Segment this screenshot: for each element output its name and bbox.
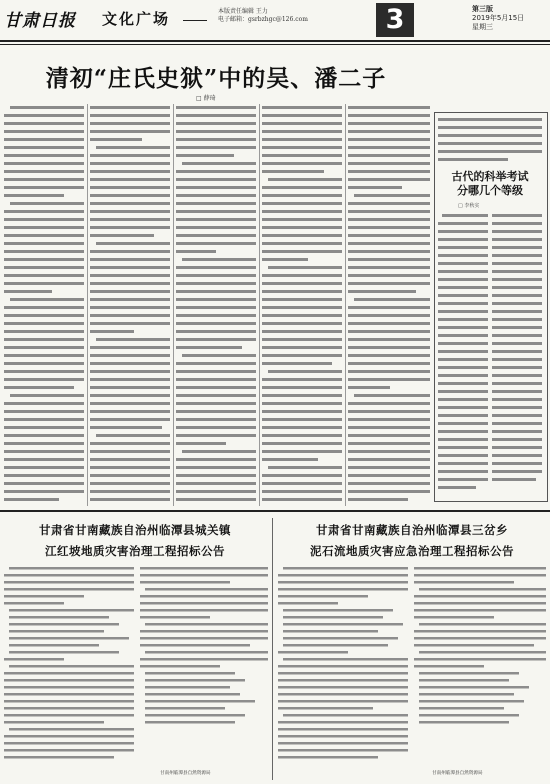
column-divider: [345, 104, 346, 506]
ad-left-title-line2: 江红坡地质灾害治理工程招标公告: [45, 544, 225, 558]
ad-left-title-line1: 甘肃省甘南藏族自治州临潭县城关镇: [39, 523, 231, 537]
article-column-3: [176, 104, 256, 506]
sidebar-byline: □ 李秋实: [458, 203, 480, 209]
article-headline: 清初“庄氏史狱”中的吴、潘二子: [45, 65, 387, 92]
sidebar-top-text: [438, 116, 542, 166]
ad-left-body-col1: [4, 566, 134, 766]
article-byline: □ 薛琦: [196, 95, 216, 102]
sidebar-title: [438, 170, 542, 198]
ad-left-body-col2: [140, 566, 268, 766]
text-lines-col3: [176, 104, 256, 506]
article-column-5: [348, 104, 430, 506]
text-lines-sidebar-2: [492, 212, 542, 496]
ad-right-title-line1: 甘肃省甘南藏族自治州临潭县三岔乡: [316, 523, 508, 537]
article-column-2: [90, 104, 170, 506]
text-lines-ad-left-2: [140, 566, 268, 766]
ad-right-body-col1: [278, 566, 408, 766]
text-lines-ad-right-2: [414, 566, 546, 766]
sidebar-column-1: [438, 212, 488, 496]
column-divider: [173, 104, 174, 506]
page-number-badge: 3: [376, 3, 414, 37]
ad-left-title: [2, 520, 268, 562]
ad-right-title-line2: 泥石流地质灾害应急治理工程招标公告: [310, 544, 514, 558]
ad-right-footer: 甘南州临潭县自然资源局: [432, 771, 483, 776]
issue-date: 2019年5月15日: [472, 14, 525, 22]
sidebar-title-line1: 古代的科举考试: [451, 170, 529, 183]
article-column-4: [262, 104, 342, 506]
ad-left-footer: 甘南州临潭县自然资源局: [160, 771, 211, 776]
text-lines-sidebar-top: [438, 116, 542, 166]
editor-email: 电子邮箱：gsrbzhgc@126.com: [218, 16, 308, 23]
text-lines-ad-left-1: [4, 566, 134, 766]
article-column-1: [4, 104, 84, 506]
column-divider: [87, 104, 88, 506]
text-lines-sidebar-1: [438, 212, 488, 496]
text-lines-col5: [348, 104, 430, 506]
header-rule: [0, 40, 550, 42]
section-rule: [183, 20, 207, 21]
text-lines-col4: [262, 104, 342, 506]
header-rule-thin: [0, 44, 550, 45]
column-divider: [259, 104, 260, 506]
text-lines-col2: [90, 104, 170, 506]
issue-weekday: 星期三: [472, 23, 493, 31]
ad-divider: [272, 518, 273, 780]
sidebar-title-line2: 分哪几个等级: [457, 184, 523, 197]
editor-info: [218, 8, 308, 24]
text-lines-ad-right-1: [278, 566, 408, 766]
text-lines-col1: [4, 104, 84, 506]
issue-meta: [472, 5, 524, 32]
section-title: 文化广场: [102, 10, 171, 28]
newspaper-logo: 甘肃日报: [4, 11, 76, 31]
editor-name: 本版责任编辑 王力: [218, 8, 268, 15]
edition-label: 第三版: [472, 5, 493, 13]
sidebar-column-2: [492, 212, 542, 496]
ad-right-title: [278, 520, 546, 562]
ad-section-rule: [0, 510, 550, 512]
ad-right-body-col2: [414, 566, 546, 766]
